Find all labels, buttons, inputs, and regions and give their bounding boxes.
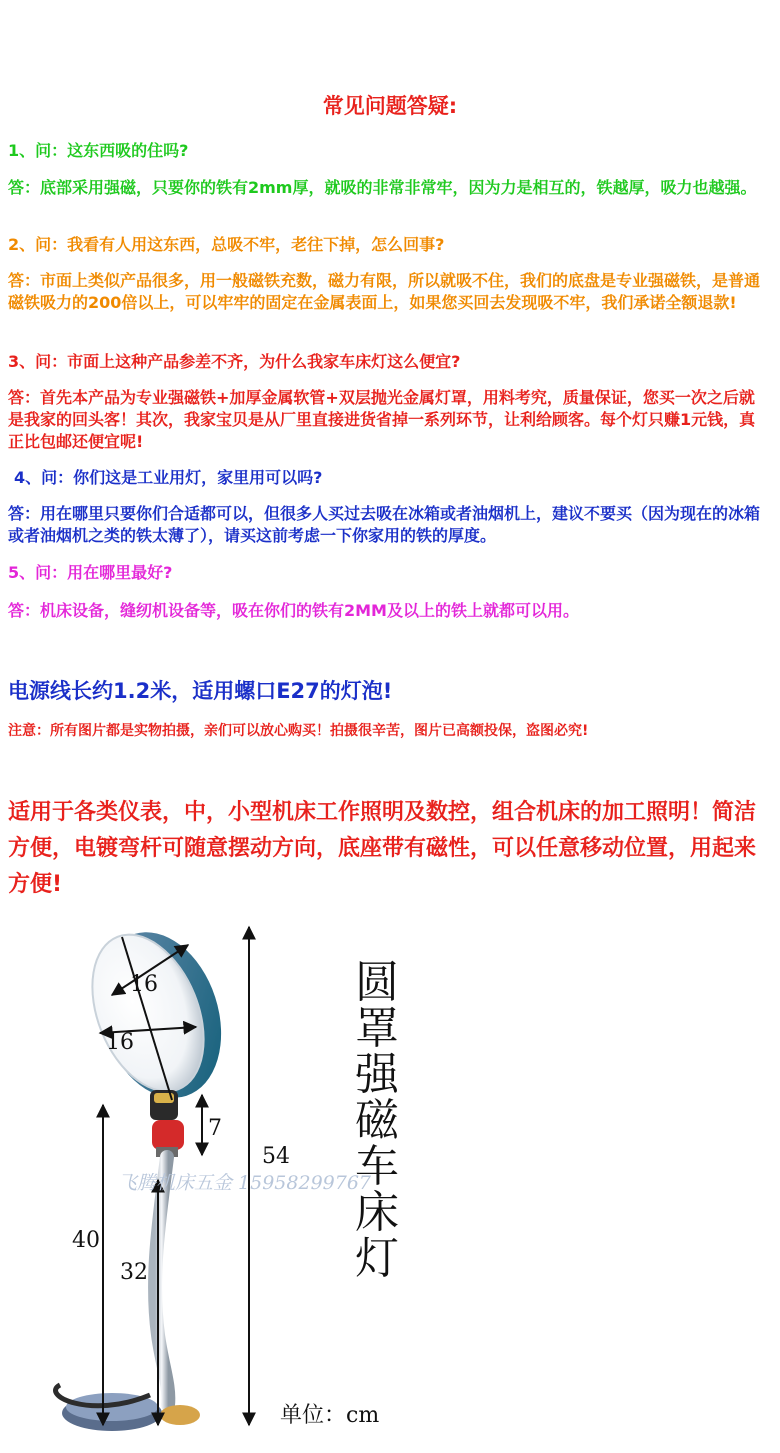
product-vertical-title: 圆罩强磁车床灯 — [355, 957, 399, 1284]
shop-watermark: 飞腾机床五金 15958299767 — [118, 1172, 372, 1194]
faq-question-4: 4、问：你们这是工业用灯，家里用可以吗? — [14, 468, 323, 487]
power-line-info: 电源线长约1.2米，适用螺口E27的灯泡! — [8, 679, 393, 703]
dim-label-neck: 7 — [208, 1116, 222, 1141]
photo-notice: 注意：所有图片都是实物拍摄，亲们可以放心购买！拍摄很辛苦，图片已高额投保，盗图必究! — [8, 723, 589, 739]
usage-description: 适用于各类仪表，中，小型机床工作照明及数控，组合机床的加工照明！简洁方便，电镀弯杆可随意摆动方向，底座带有磁性，可以任意移动位置，用起来方便! — [8, 800, 757, 897]
faq-question-2: 2、问：我看有人用这东西，总吸不牢，老往下掉，怎么回事? — [8, 235, 445, 254]
unit-label: 单位：cm — [280, 1403, 380, 1428]
magnetic-base — [56, 1385, 200, 1431]
faq-answer-4: 答：用在哪里只要你们合适都可以，但很多人买过去吸在冰箱或者油烟机上，建议不要买（因为现在的冰箱或者油烟机之类的铁太薄了），请买这前考虑一下你家用的铁的厚度。 — [8, 504, 761, 545]
dim-label-total: 54 — [262, 1144, 290, 1169]
dim-label-40: 40 — [72, 1228, 100, 1253]
faq-answer-3: 答：首先本产品为专业强磁铁+加厚金属软管+双层抛光金属灯罩，用料考究，质量保证，您买一次之后就是我家的回头客！其次，我家宝贝是从厂里直接进货省掉一系列环节，让利给顾客。每个灯只赚1元钱，真正比包邮还便宜呢! — [8, 388, 756, 451]
faq-answer-1: 答：底部采用强磁，只要你的铁有2mm厚，就吸的非常非常牢，因为力是相互的，铁越厚，吸力也越强。 — [8, 178, 757, 197]
dim-label-diameter-1: 16 — [130, 972, 158, 997]
faq-question-5: 5、问：用在哪里最好? — [8, 563, 173, 582]
dim-label-diameter-2: 16 — [106, 1030, 134, 1055]
faq-answer-2: 答：市面上类似产品很多，用一般磁铁充数，磁力有限，所以就吸不住，我们的底盘是专业强磁铁，是普通磁铁吸力的200倍以上，可以牢牢的固定在金属表面上，如果您买回去发现吸不牢，我们承诺全额退款! — [8, 271, 761, 312]
faq-answer-5: 答：机床设备，缝纫机设备等，吸在你们的铁有2MM及以上的铁上就都可以用。 — [8, 601, 579, 620]
dim-label-32: 32 — [120, 1260, 148, 1285]
faq-question-3: 3、问：市面上这种产品参差不齐，为什么我家车床灯这么便宜? — [8, 352, 461, 371]
page-title: 常见问题答疑: — [322, 94, 458, 118]
faq-question-1: 1、问：这东西吸的住吗? — [8, 141, 189, 160]
